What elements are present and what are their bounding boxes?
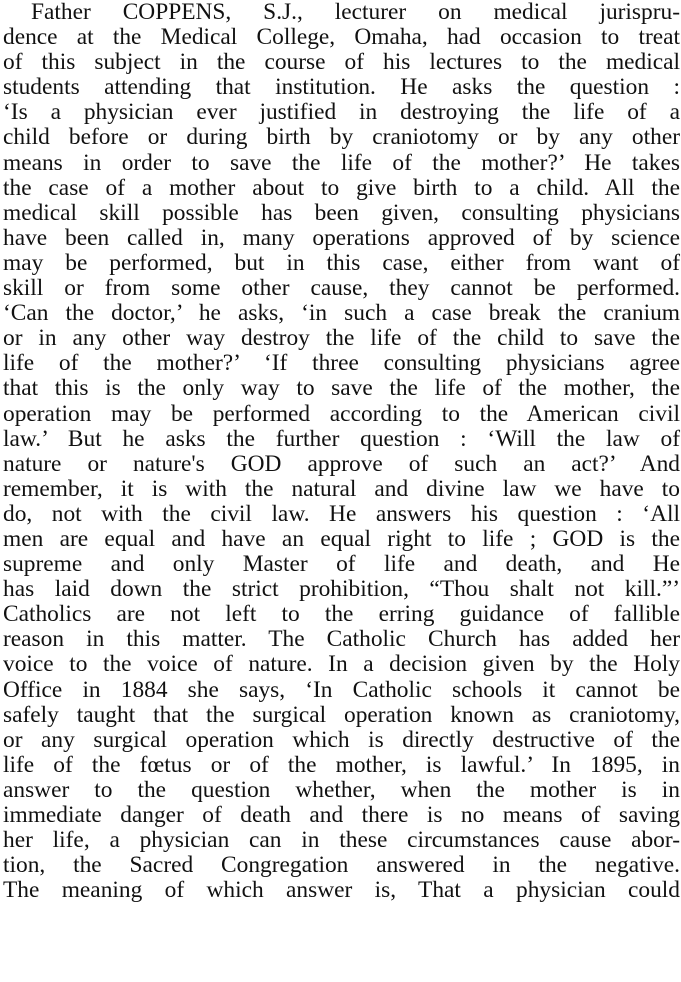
- text-line: may be performed, but in this case, either from want of: [3, 249, 680, 276]
- text-line: ‘Can the doctor,’ he asks, ‘in such a case break the cranium: [3, 300, 680, 327]
- text-line: Catholics are not left to the erring guidance of fallible: [3, 601, 680, 628]
- text-line: or in any other way destroy the life of the child to save the: [3, 325, 680, 352]
- text-line: supreme and only Master of life and death, and He: [3, 551, 680, 578]
- text-line: The meaning of which answer is, That a physician could: [3, 877, 680, 904]
- text-line: remember, it is with the natural and divine law we have to: [3, 475, 680, 502]
- text-line: life of the mother?’ ‘If three consulting physicians agree: [3, 350, 680, 377]
- text-line: medical skill possible has been given, consulting physicians: [3, 199, 680, 226]
- text-line: reason in this matter. The Catholic Church has added her: [3, 626, 680, 653]
- text-line: men are equal and have an equal right to life ; GOD is the: [3, 525, 680, 552]
- text-line: students attending that institution. He asks the question :: [3, 74, 680, 101]
- text-line: do, not with the civil law. He answers his question : ‘All: [3, 500, 680, 527]
- document-page: [3, 0, 680, 982]
- text-line: has laid down the strict prohibition, “Thou shalt not kill.”’: [3, 576, 680, 603]
- text-line: have been called in, many operations approved of by science: [3, 224, 680, 251]
- text-line: child before or during birth by craniotomy or by any other: [3, 124, 680, 151]
- text-line: law.’ But he asks the further question : ‘Will the law of: [3, 425, 680, 452]
- text-line: answer to the question whether, when the mother is in: [3, 776, 680, 803]
- text-line: safely taught that the surgical operation known as craniotomy,: [3, 701, 680, 728]
- text-line: nature or nature's GOD approve of such an act?’ And: [3, 450, 680, 477]
- text-line: or any surgical operation which is directly destructive of the: [3, 726, 680, 753]
- text-line: Office in 1884 she says, ‘In Catholic schools it cannot be: [3, 676, 680, 703]
- text-line: dence at the Medical College, Omaha, had occasion to treat: [3, 24, 680, 51]
- text-line: voice to the voice of nature. In a decision given by the Holy: [3, 651, 680, 678]
- text-line: Father COPPENS, S.J., lecturer on medical jurispru-: [31, 0, 680, 25]
- text-line: immediate danger of death and there is no means of saving: [3, 802, 680, 828]
- text-line: life of the fœtus or of the mother, is lawful.’ In 1895, in: [3, 751, 680, 778]
- text-line: ‘Is a physician ever justified in destroying the life of a: [3, 99, 680, 126]
- text-line: means in order to save the life of the mother?’ He takes: [3, 149, 680, 176]
- text-line: that this is the only way to save the life of the mother, the: [3, 375, 680, 402]
- text-line: tion, the Sacred Congregation answered in the negative.: [3, 852, 680, 879]
- text-line: skill or from some other cause, they cannot be performed.: [3, 275, 680, 302]
- text-line: the case of a mother about to give birth to a child. All the: [3, 174, 680, 201]
- text-line: operation may be performed according to the American civil: [3, 400, 680, 427]
- text-line: of this subject in the course of his lectures to the medical: [3, 49, 680, 76]
- text-line: her life, a physician can in these circumstances cause abor-: [3, 827, 680, 854]
